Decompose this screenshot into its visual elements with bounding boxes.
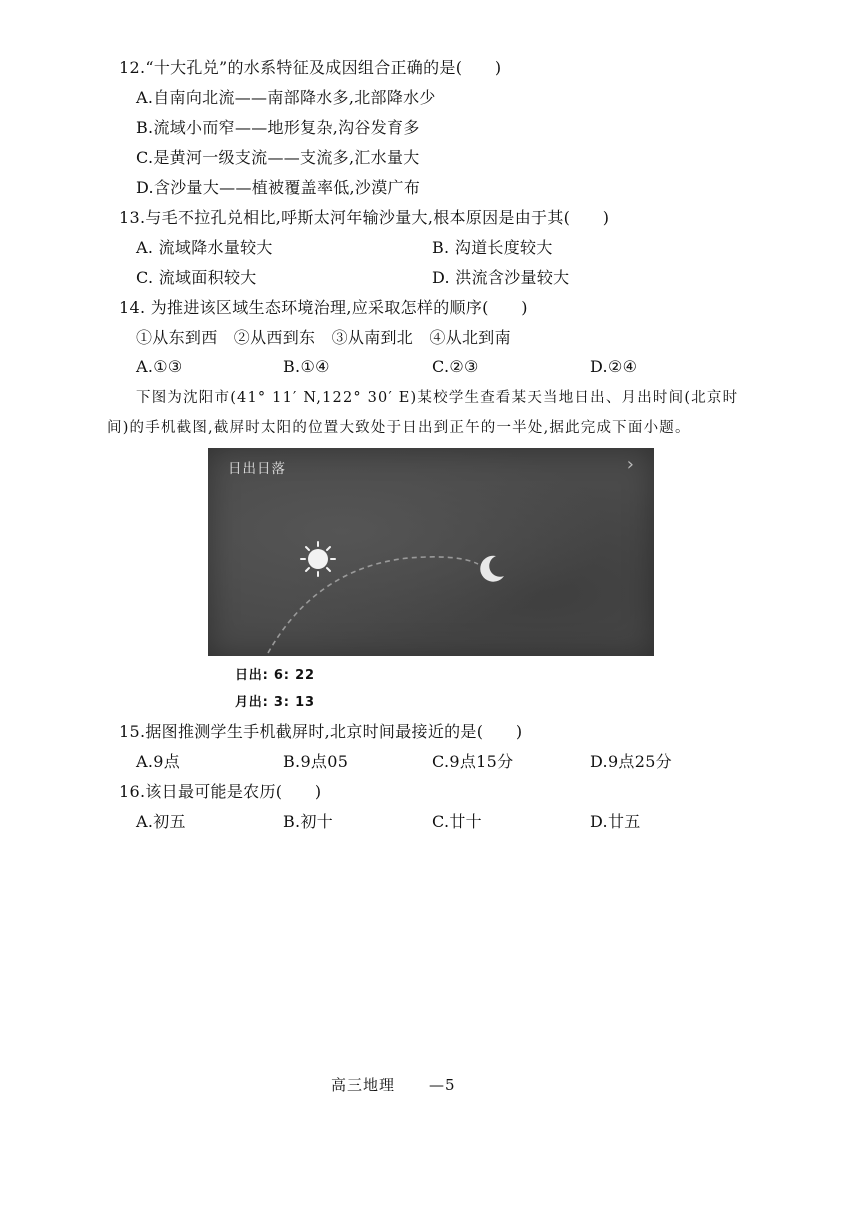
page-number: —5 — [429, 1076, 456, 1094]
figure-intro-line-1: 下图为沈阳市(41° 11′ N,122° 30′ E)某校学生查看某天当地日出、月出时间(北京时 — [136, 390, 739, 406]
question-13-option-b: B. 沟道长度较大 — [432, 238, 553, 257]
moonrise-time: 月出: 3: 13 — [235, 695, 315, 710]
question-13-option-a: A. 流域降水量较大 — [136, 238, 273, 257]
question-15-option-c: C.9点15分 — [432, 752, 514, 771]
question-16-option-a: A.初五 — [136, 812, 186, 831]
question-14-option-d: D.②④ — [590, 357, 638, 376]
question-12-option-a: A.自南向北流——南部降水多,北部降水少 — [136, 88, 436, 107]
question-12-option-d: D.含沙量大——植被覆盖率低,沙漠广布 — [136, 178, 421, 197]
crescent-moon-icon — [480, 556, 504, 582]
footer-subject: 高三地理 — [331, 1076, 396, 1094]
sun-icon — [301, 542, 335, 576]
chevron-right-icon: › — [626, 454, 634, 475]
question-14-stem: 14. 为推进该区域生态环境治理,应采取怎样的顺序( ) — [119, 298, 528, 317]
question-16-option-c: C.廿十 — [432, 812, 482, 831]
sun-path-arc — [268, 557, 478, 653]
question-13-stem: 13.与毛不拉孔兑相比,呼斯太河年输沙量大,根本原因是由于其( ) — [119, 208, 610, 227]
question-14-option-c: C.②③ — [432, 357, 479, 376]
question-15-option-a: A.9点 — [136, 752, 181, 771]
question-12-stem: 12.“十大孔兑”的水系特征及成因组合正确的是( ) — [119, 58, 502, 77]
question-12-option-c: C.是黄河一级支流——支流多,汇水量大 — [136, 148, 420, 167]
question-14-option-a: A.①③ — [136, 357, 183, 376]
question-15-option-d: D.9点25分 — [590, 752, 672, 771]
screenshot-title: 日出日落 — [228, 461, 286, 477]
sunrise-time: 日出: 6: 22 — [235, 668, 315, 683]
question-12-option-b: B.流域小而窄——地形复杂,沟谷发育多 — [136, 118, 420, 137]
question-16-stem: 16.该日最可能是农历( ) — [119, 782, 322, 801]
sun-moon-arc-graphic — [208, 448, 654, 656]
question-15-option-b: B.9点05 — [283, 752, 349, 771]
figure-intro-line-2: 间)的手机截图,截屏时太阳的位置大致处于日出到正午的一半处,据此完成下面小题。 — [107, 420, 691, 436]
question-15-stem: 15.据图推测学生手机截屏时,北京时间最接近的是( ) — [119, 722, 523, 741]
question-14-choices: ①从东到西 ②从西到东 ③从南到北 ④从北到南 — [136, 328, 511, 347]
page-footer — [331, 1074, 456, 1095]
sunrise-sunset-screenshot — [208, 448, 654, 656]
question-16-option-d: D.廿五 — [590, 812, 641, 831]
question-14-option-b: B.①④ — [283, 357, 330, 376]
question-16-option-b: B.初十 — [283, 812, 334, 831]
question-13-option-c: C. 流域面积较大 — [136, 268, 257, 287]
question-13-option-d: D. 洪流含沙量较大 — [432, 268, 570, 287]
